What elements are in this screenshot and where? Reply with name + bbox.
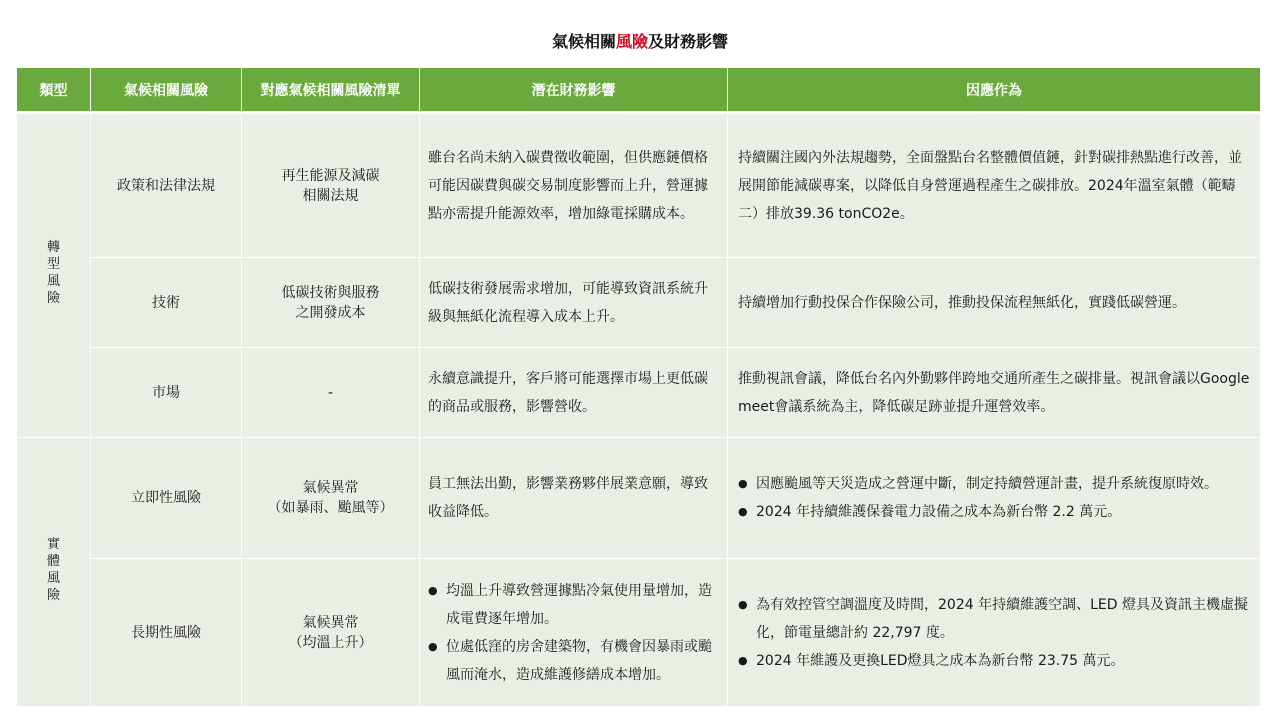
response-cell: 推動視訊會議，降低台名內外勤夥伴跨地交通所產生之碳排量。視訊會議以Google meet會議系統為主，降低碳足跡並提升運營效率。 [728,348,1261,438]
risk-list-cell: - [242,348,420,438]
type-transition: 轉型風險 [17,113,91,438]
list-item: ● 為有效控管空調溫度及時間，2024 年持續維護空調、LED 燈具及資訊主機虛擬化，節電量總計約 22,797 度。 [738,591,1252,647]
risk-list-cell: 氣候異常 （均溫上升） [242,559,420,707]
type-physical: 實體風險 [17,438,91,707]
impact-cell [420,559,728,707]
risk-list-cell: 氣候異常 （如暴雨、颱風等） [242,438,420,559]
header-risk: 氣候相關風險 [91,68,242,113]
table-row [17,438,1261,559]
table-row [17,559,1261,707]
table-row [17,258,1261,348]
response-cell: 持續增加行動投保合作保險公司，推動投保流程無紙化，實踐低碳營運。 [728,258,1261,348]
header-risk-list: 對應氣候相關風險清單 [242,68,420,113]
title-highlight: 風險 [615,32,648,51]
header-impact: 潛在財務影響 [420,68,728,113]
table-row [17,348,1261,438]
response-cell [728,559,1261,707]
impact-cell: 雖台名尚未納入碳費徵收範圍，但供應鏈價格可能因碳費與碳交易制度影響而上升，營運據點亦需提升能源效率，增加綠電採購成本。 [420,113,728,258]
list-item: ● 位處低窪的房舍建築物，有機會因暴雨或颱風而淹水，造成維護修繕成本增加。 [428,633,719,689]
table-row [17,113,1261,258]
risk-cell: 政策和法律法規 [91,113,242,258]
risk-list-cell: 再生能源及減碳 相關法規 [242,113,420,258]
list-item: ● 2024 年持續維護保養電力設備之成本為新台幣 2.2 萬元。 [738,498,1252,526]
climate-risk-table [16,67,1261,707]
risk-cell: 立即性風險 [91,438,242,559]
impact-cell: 永續意識提升，客戶將可能選擇市場上更低碳的商品或服務，影響營收。 [420,348,728,438]
impact-cell: 員工無法出勤，影響業務夥伴展業意願，導致收益降低。 [420,438,728,559]
page-title: 氣候相關風險及財務影響 [551,32,729,51]
impact-cell: 低碳技術發展需求增加，可能導致資訊系統升級與無紙化流程導入成本上升。 [420,258,728,348]
header-type: 類型 [17,68,91,113]
response-cell: 持續關注國內外法規趨勢，全面盤點台名整體價值鏈，針對碳排熱點進行改善，並展開節能減碳專案，以降低自身營運過程產生之碳排放。2024年溫室氣體（範疇二）排放39.36 tonCO2e。 [728,113,1261,258]
risk-list-cell: 低碳技術與服務 之開發成本 [242,258,420,348]
risk-cell: 市場 [91,348,242,438]
response-cell [728,438,1261,559]
table-header-row [17,68,1261,113]
list-item: ● 因應颱風等天災造成之營運中斷，制定持續營運計畫，提升系統復原時效。 [738,470,1252,498]
risk-cell: 技術 [91,258,242,348]
list-item: ● 均溫上升導致營運據點冷氣使用量增加，造成電費逐年增加。 [428,577,719,633]
risk-cell: 長期性風險 [91,559,242,707]
header-response: 因應作為 [728,68,1261,113]
list-item: ● 2024 年維護及更換LED燈具之成本為新台幣 23.75 萬元。 [738,647,1252,675]
